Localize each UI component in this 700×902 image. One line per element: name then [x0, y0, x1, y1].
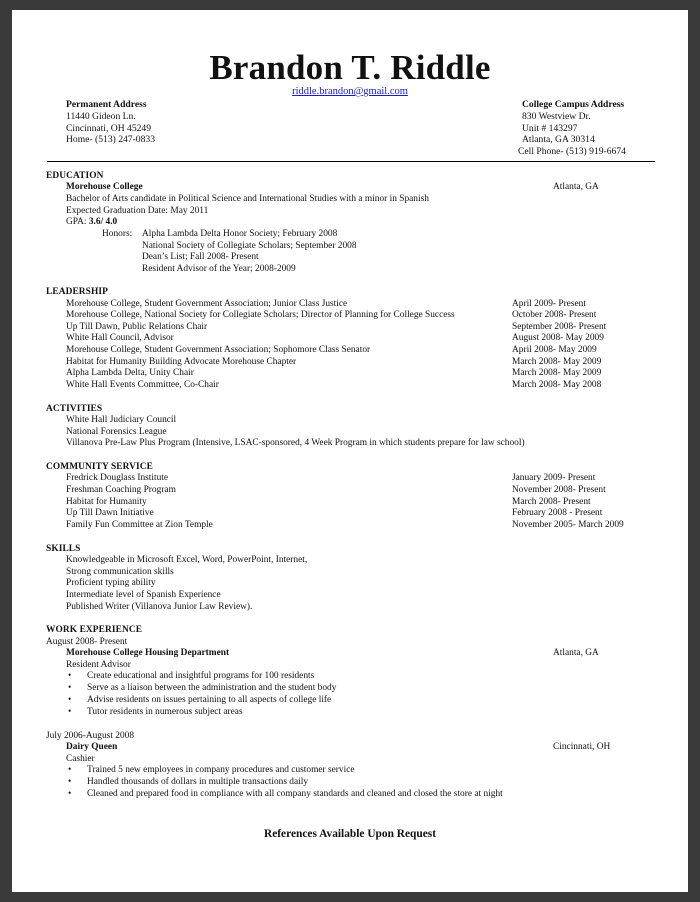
education-location: Atlanta, GA: [553, 182, 599, 192]
community-role: Up Till Dawn Initiative: [66, 508, 154, 518]
leadership-date: April 2008- May 2009: [512, 345, 597, 355]
community-heading: COMMUNITY SERVICE: [46, 462, 154, 472]
honors-item: Alpha Lambda Delta Honor Society; February 2008: [142, 229, 338, 239]
leadership-role: Morehouse College, Student Government Association; Junior Class Justice: [66, 299, 348, 309]
bullet-marker: •: [68, 671, 72, 681]
community-date: January 2009- Present: [512, 473, 596, 483]
education-gpa: [66, 217, 117, 229]
job-employer: Morehouse College Housing Department: [66, 648, 230, 658]
job-duty: Create educational and insightful programs for 100 residents: [87, 671, 315, 681]
education-heading: EDUCATION: [46, 171, 104, 181]
activity-item: White Hall Judiciary Council: [66, 415, 177, 425]
campus-address-line: 830 Westview Dr.: [522, 110, 591, 122]
email-link[interactable]: riddle.brandon@gmail.com: [292, 86, 408, 97]
leadership-date: March 2008- May 2008: [512, 380, 602, 390]
campus-address: [518, 99, 626, 158]
community-role: Family Fun Committee at Zion Temple: [66, 520, 213, 530]
job-location: Atlanta, GA: [553, 648, 599, 658]
community-date: November 2005- March 2009: [512, 520, 624, 530]
skills-heading: SKILLS: [46, 544, 81, 554]
job-duty: Serve as a liaison between the administration and the student body: [87, 683, 337, 693]
community-role: Fredrick Douglass Institute: [66, 473, 169, 483]
education-degree: Bachelor of Arts candidate in Political Science and International Studies with a minor in Spanish: [66, 194, 429, 204]
header-divider: [47, 161, 655, 162]
campus-address-line: Atlanta, GA 30314: [522, 134, 595, 146]
leadership-heading: LEADERSHIP: [46, 287, 108, 297]
job-duty: Handled thousands of dollars in multiple transactions daily: [87, 777, 309, 787]
honors-item: Resident Advisor of the Year; 2008-2009: [142, 264, 296, 274]
leadership-date: April 2009- Present: [512, 299, 586, 309]
campus-address-line: Unit # 143297: [522, 122, 578, 134]
job-employer: Dairy Queen: [66, 742, 118, 752]
applicant-name: Brandon T. Riddle: [209, 48, 491, 87]
leadership-date: August 2008- May 2009: [512, 333, 604, 343]
bullet-marker: •: [68, 695, 72, 705]
skill-item: Knowledgeable in Microsoft Excel, Word, PowerPoint, Internet,: [66, 555, 308, 565]
education-graduation: Expected Graduation Date: May 2011: [66, 206, 209, 216]
education-school: Morehouse College: [66, 182, 143, 192]
honors-item: Dean’s List; Fall 2008- Present: [142, 252, 259, 262]
leadership-role: Habitat for Humanity Building Advocate Morehouse Chapter: [66, 357, 297, 367]
leadership-role: White Hall Events Committee, Co-Chair: [66, 380, 219, 390]
leadership-role: Up Till Dawn, Public Relations Chair: [66, 322, 208, 332]
job-position: Resident Advisor: [66, 660, 131, 670]
leadership-role: Morehouse College, Student Government Association; Sophomore Class Senator: [66, 345, 371, 355]
bullet-marker: •: [68, 777, 72, 787]
job-duty: Cleaned and prepared food in compliance with all company standards and cleaned and closed the store at night: [87, 789, 503, 799]
leadership-role: Morehouse College, National Society for Collegiate Scholars; Director of Planning for College Success: [66, 310, 455, 320]
permanent-phone: Home- (513) 247-0833: [66, 134, 155, 146]
job-dates: July 2006-August 2008: [46, 731, 135, 741]
honors-label: Honors:: [102, 229, 133, 239]
skill-item: Intermediate level of Spanish Experience: [66, 590, 221, 600]
community-date: February 2008 - Present: [512, 508, 603, 518]
community-role: Habitat for Humanity: [66, 497, 147, 507]
permanent-address-title: Permanent Address: [66, 99, 147, 110]
bullet-marker: •: [68, 765, 72, 775]
campus-phone: Cell Phone- (513) 919-6674: [518, 146, 626, 158]
permanent-address: [66, 99, 155, 146]
skill-item: Proficient typing ability: [66, 578, 156, 588]
leadership-date: March 2008- May 2009: [512, 368, 602, 378]
leadership-date: October 2008- Present: [512, 310, 597, 320]
leadership-date: March 2008- May 2009: [512, 357, 602, 367]
campus-address-title: College Campus Address: [522, 99, 625, 110]
community-date: November 2008- Present: [512, 485, 606, 495]
job-duty: Tutor residents in numerous subject areas: [87, 707, 243, 717]
references-note: References Available Upon Request: [263, 828, 436, 840]
skill-item: Published Writer (Villanova Junior Law Review).: [66, 602, 253, 612]
bullet-marker: •: [68, 683, 72, 693]
resume-page: [12, 10, 688, 892]
job-position: Cashier: [66, 754, 95, 764]
activity-item: National Forensics League: [66, 427, 167, 437]
leadership-role: Alpha Lambda Delta, Unity Chair: [66, 368, 194, 378]
skill-item: Strong communication skills: [66, 567, 174, 577]
community-role: Freshman Coaching Program: [66, 485, 176, 495]
permanent-address-line: 11440 Gideon Ln.: [66, 110, 136, 122]
honors-item: National Society of Collegiate Scholars; September 2008: [142, 241, 357, 251]
gpa-value: 3.6/ 4.0: [88, 217, 118, 227]
bullet-marker: •: [68, 707, 72, 717]
leadership-date: September 2008- Present: [512, 322, 607, 332]
gpa-label: GPA:: [66, 217, 89, 227]
permanent-address-line: Cincinnati, OH 45249: [66, 122, 152, 134]
activities-heading: ACTIVITIES: [46, 404, 103, 414]
job-duty: Advise residents on issues pertaining to all aspects of college life: [87, 695, 332, 705]
job-location: Cincinnati, OH: [553, 742, 611, 752]
activity-item: Villanova Pre-Law Plus Program (Intensive, LSAC-sponsored, 4 Week Program in which students prepare for law school): [66, 438, 525, 448]
community-date: March 2008- Present: [512, 497, 591, 507]
bullet-marker: •: [68, 789, 72, 799]
job-dates: August 2008- Present: [46, 637, 128, 647]
leadership-role: White Hall Council, Advisor: [66, 333, 174, 343]
work-heading: WORK EXPERIENCE: [46, 625, 143, 635]
job-duty: Trained 5 new employees in company procedures and customer service: [87, 765, 355, 775]
